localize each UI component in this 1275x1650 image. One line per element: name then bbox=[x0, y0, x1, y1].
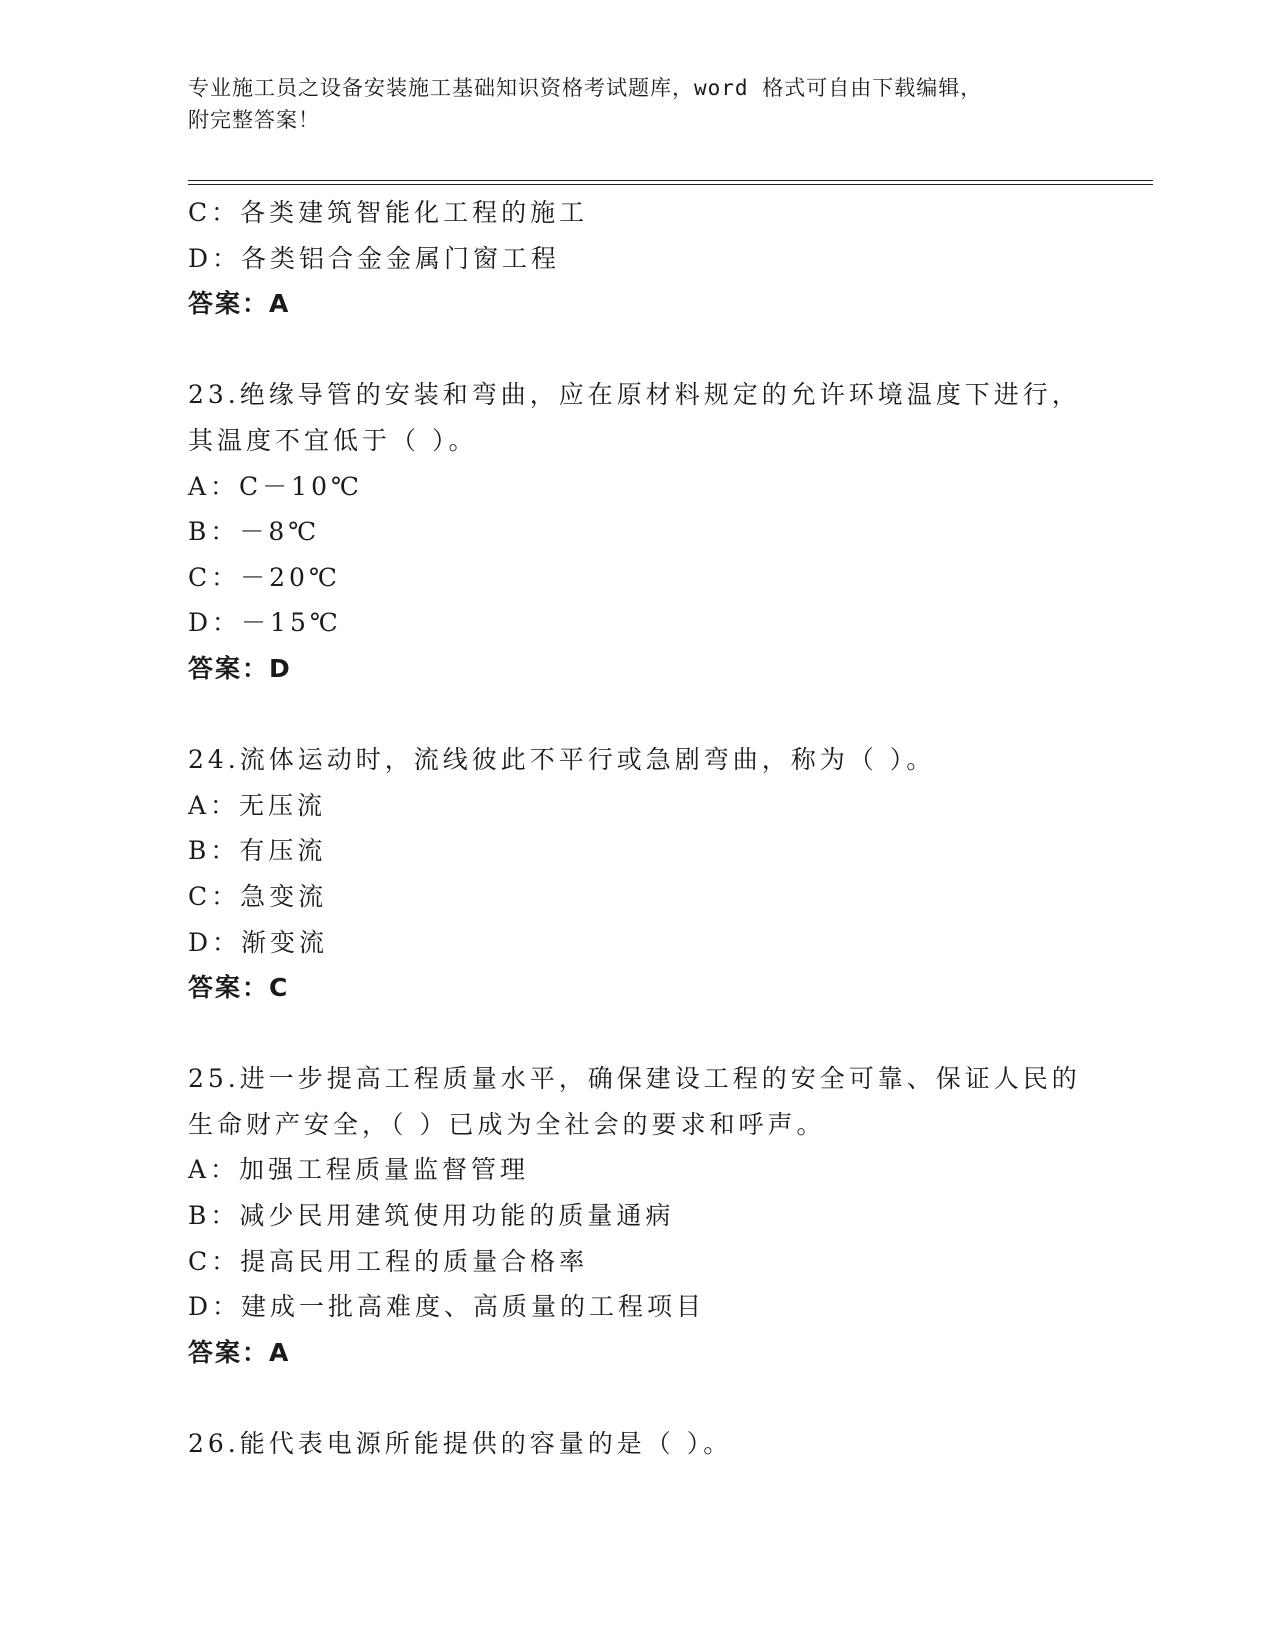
option-c: C：急变流 bbox=[188, 881, 328, 911]
answer-label: 答案：A bbox=[188, 289, 291, 319]
question-text-line-2: 其温度不宜低于（ ）。 bbox=[188, 425, 478, 455]
question-23 bbox=[188, 372, 1148, 691]
answer-label: 答案：D bbox=[188, 653, 292, 683]
spacer bbox=[188, 327, 1148, 373]
spacer bbox=[188, 692, 1148, 738]
question-text-line-1: 24.流体运动时，流线彼此不平行或急剧弯曲，称为（ ）。 bbox=[188, 745, 936, 775]
header-line-1: 专业施工员之设备安装施工基础知识资格考试题库，word 格式可自由下载编辑， bbox=[188, 76, 983, 100]
question-22-tail bbox=[188, 190, 1148, 327]
question-26 bbox=[188, 1421, 1148, 1467]
answer-label: 答案：C bbox=[188, 973, 290, 1003]
question-text-line-2: 生命财产安全，（ ）已成为全社会的要求和呼声。 bbox=[188, 1109, 826, 1139]
option-d: D：建成一批高难度、高质量的工程项目 bbox=[188, 1292, 706, 1322]
option-a: A：无压流 bbox=[188, 790, 327, 820]
option-b: B：减少民用建筑使用功能的质量通病 bbox=[188, 1201, 675, 1231]
option-b: B：－8℃ bbox=[188, 517, 321, 547]
header-line-2: 附完整答案！ bbox=[188, 108, 320, 132]
option-d: D：渐变流 bbox=[188, 927, 329, 957]
option-a: A：加强工程质量监督管理 bbox=[188, 1155, 530, 1185]
option-d: D：－15℃ bbox=[188, 608, 342, 638]
question-24 bbox=[188, 737, 1148, 1011]
question-text-line-1: 23.绝缘导管的安装和弯曲，应在原材料规定的允许环境温度下进行， bbox=[188, 380, 1081, 410]
answer-label: 答案：A bbox=[188, 1337, 291, 1367]
option-c: C：各类建筑智能化工程的施工 bbox=[188, 198, 589, 227]
document-body bbox=[188, 190, 1148, 1467]
question-text-line-1: 25.进一步提高工程质量水平，确保建设工程的安全可靠、保证人民的 bbox=[188, 1064, 1081, 1094]
page-header bbox=[188, 72, 1088, 136]
option-a: A：C－10℃ bbox=[188, 471, 363, 501]
option-c: C：提高民用工程的质量合格率 bbox=[188, 1246, 589, 1276]
header-divider bbox=[188, 180, 1153, 185]
option-d: D：各类铝合金金属门窗工程 bbox=[188, 243, 561, 273]
option-c: C：－20℃ bbox=[188, 562, 341, 592]
question-text-line-1: 26.能代表电源所能提供的容量的是（ ）。 bbox=[188, 1429, 733, 1459]
question-25 bbox=[188, 1056, 1148, 1375]
spacer bbox=[188, 1011, 1148, 1057]
option-b: B：有压流 bbox=[188, 836, 327, 866]
spacer bbox=[188, 1375, 1148, 1421]
